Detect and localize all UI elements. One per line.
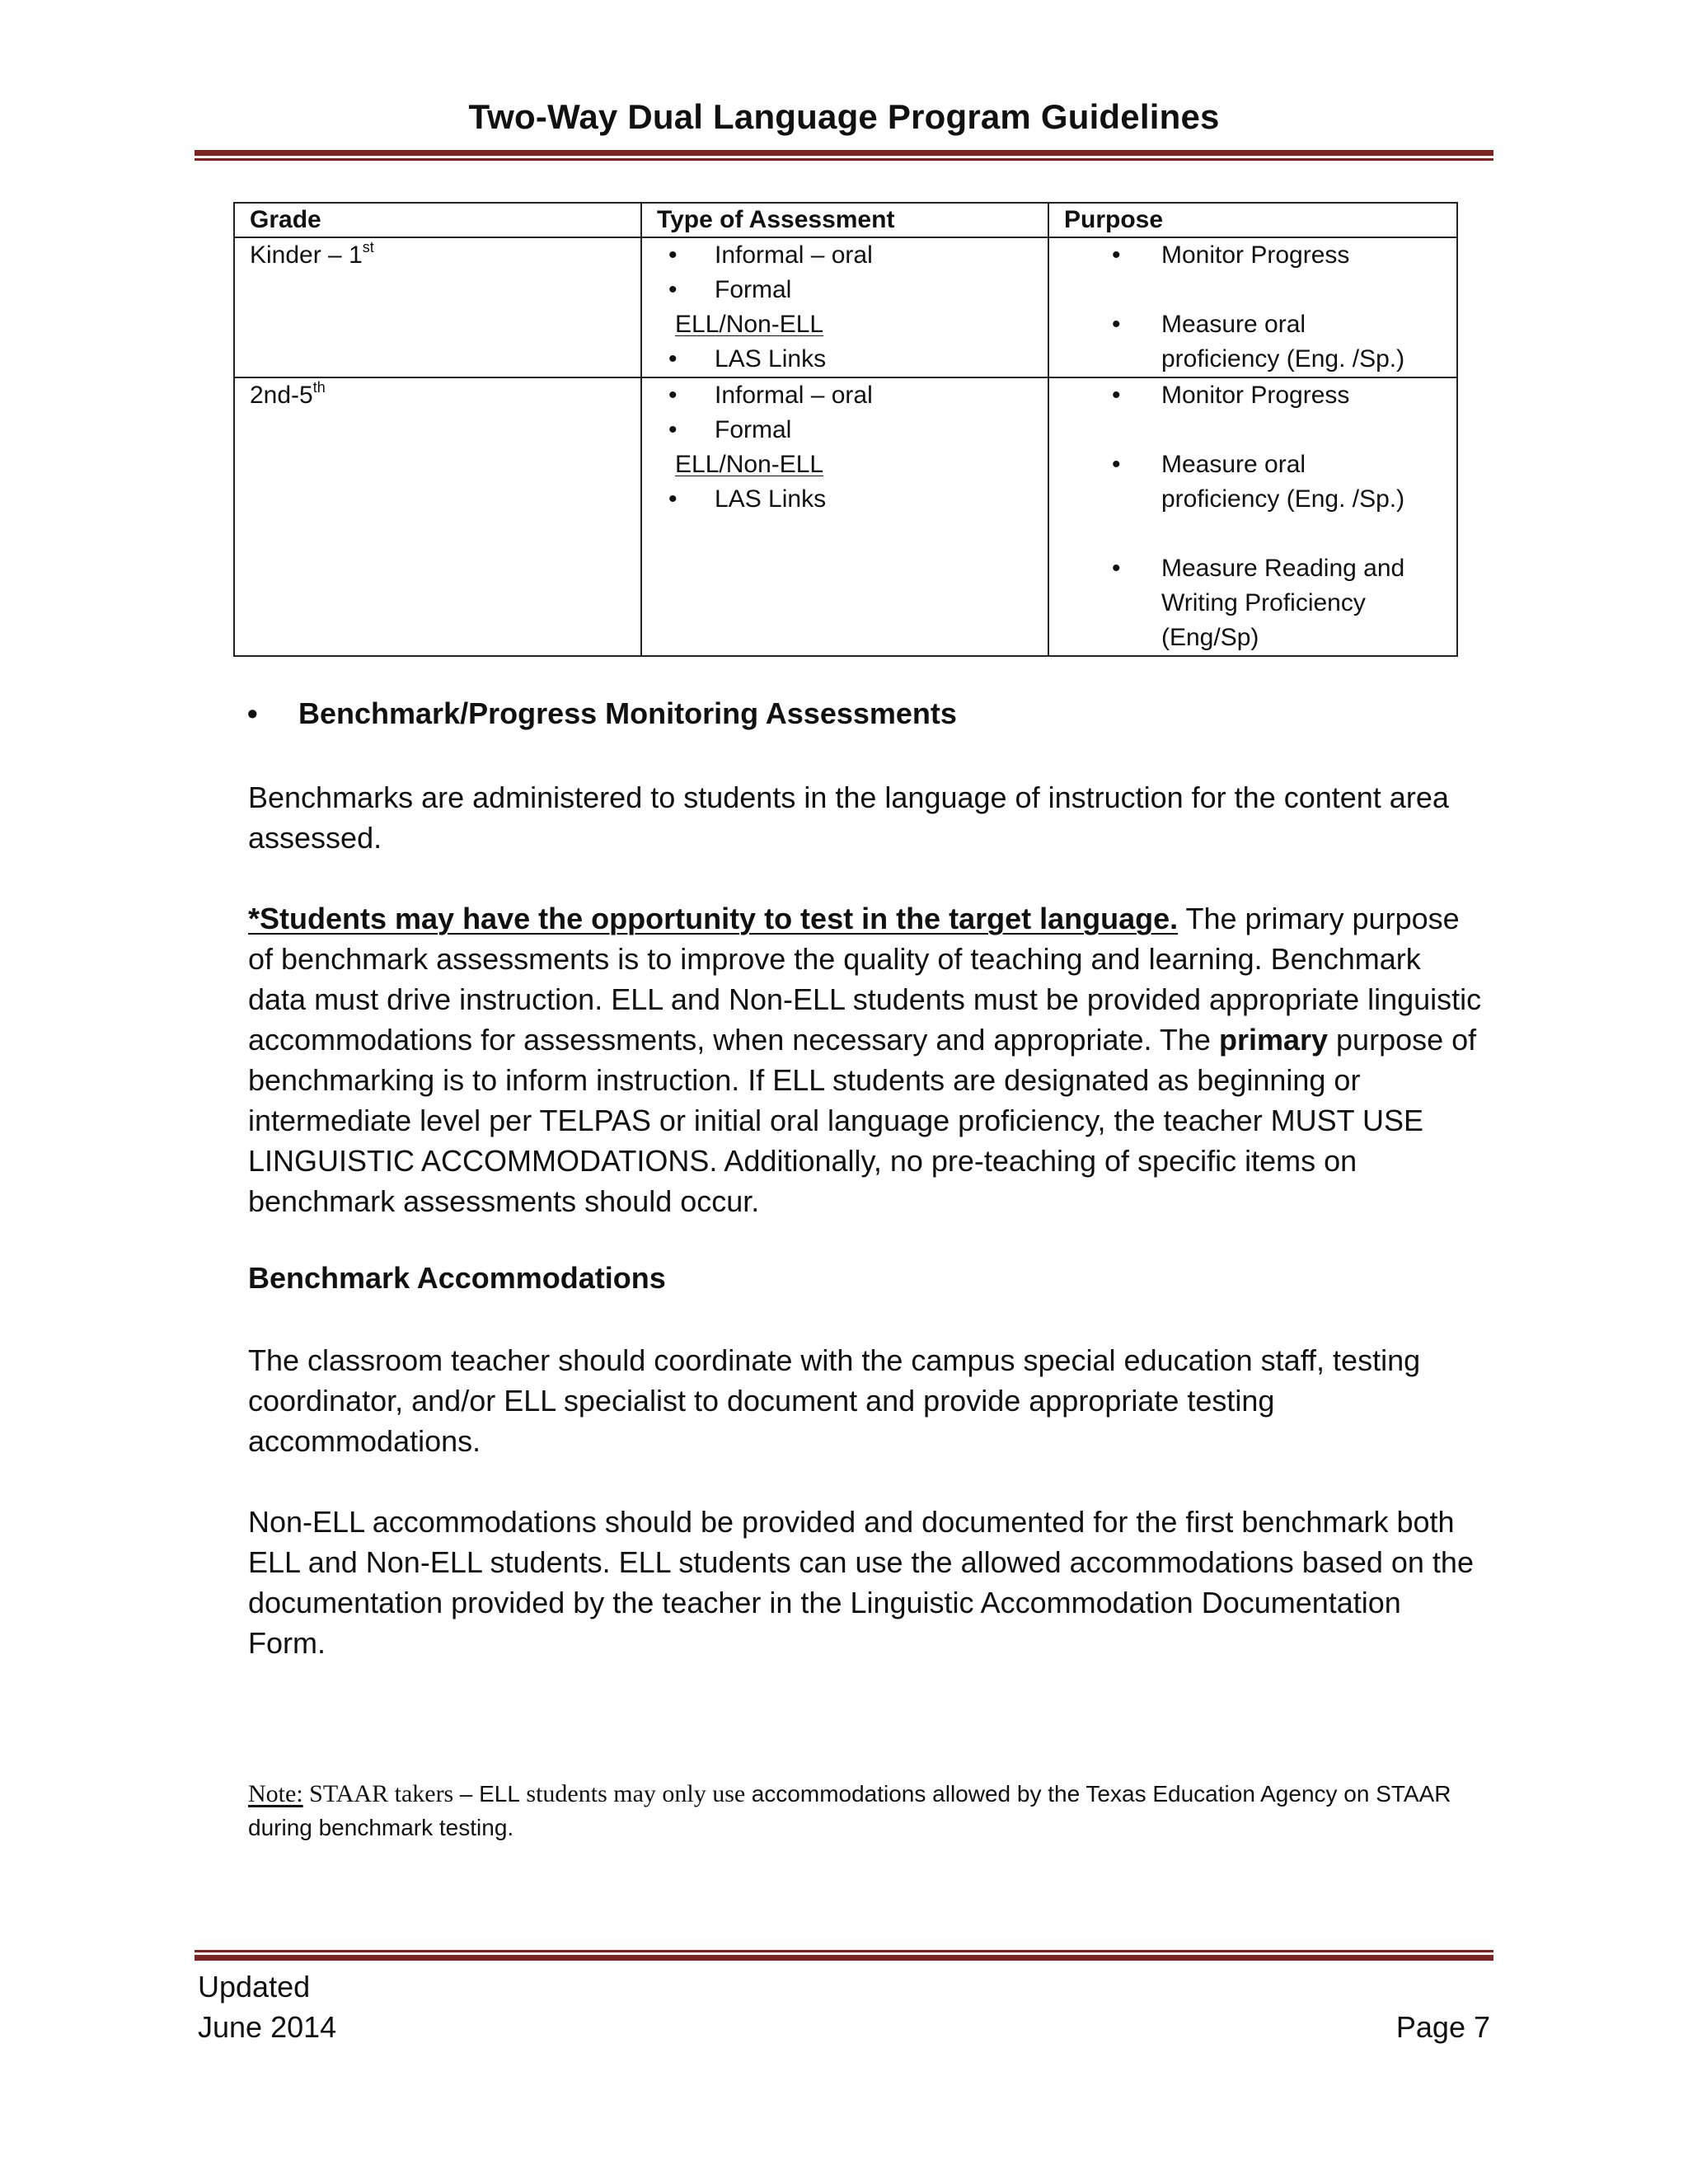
purpose-cell xyxy=(1048,237,1457,377)
coordination-paragraph: The classroom teacher should coordinate with the campus special education staff, testing coordinator, and/or ELL specialist to document and provide appropriate testing accommodations. xyxy=(248,1343,1421,1458)
purpose-item: • Measure oral xyxy=(1161,448,1456,482)
bullet-heading-text: Benchmark/Progress Monitoring Assessments xyxy=(298,696,957,730)
purpose-item: • Measure Reading and xyxy=(1161,551,1456,586)
updated-date: June 2014 xyxy=(198,2010,337,2044)
page-number: Page 7 xyxy=(1395,2010,1490,2044)
purpose-cell xyxy=(1048,377,1457,656)
note-rest: accommodations allowed by the Texas Education Agency on STAAR during benchmark testing. xyxy=(248,1781,1451,1840)
purpose-item: • Measure oral xyxy=(1161,307,1456,342)
note-dash-part: – ELL xyxy=(459,1781,520,1807)
grade-text: Kinder – 1 xyxy=(250,241,363,269)
footer-rule xyxy=(195,1950,1493,1961)
col-header-type: Type of Assessment xyxy=(641,203,1048,237)
type-label: ELL/Non-ELL xyxy=(675,451,824,478)
grade-text: 2nd-5 xyxy=(250,382,313,409)
type-item: • LAS Links xyxy=(715,482,1048,517)
purpose-text-b: purpose of benchmarking is to inform instruction. If ELL students are designated as beginning or intermediate level per TELPAS or initial oral language proficiency, the teacher MUST USE LINGUISTIC ACCOMMODATIONS. Additionally, no pre-teaching of specific items on benchmark assessments should occur. xyxy=(248,1023,1477,1218)
col-header-grade: Grade xyxy=(234,203,641,237)
type-item: • Informal – oral xyxy=(715,378,1048,413)
type-cell xyxy=(641,377,1048,656)
non-ell-paragraph: Non-ELL accommodations should be provided and documented for the first benchmark both ELL and Non-ELL students. ELL students can use the allowed accommodations based on the documentation provided by the teacher in the Linguistic Accommodation Documentation Form. xyxy=(248,1505,1474,1660)
grade-cell xyxy=(234,377,641,656)
target-language-note: *Students may have the opportunity to test in the target language. xyxy=(248,902,1179,935)
assessment-table xyxy=(233,202,1458,657)
staar-note xyxy=(248,1777,1501,1844)
purpose-item-cont: proficiency (Eng. /Sp.) xyxy=(1161,485,1405,513)
table-header-row xyxy=(234,203,1457,237)
type-label: ELL/Non-ELL xyxy=(675,311,824,338)
primary-emphasis: primary xyxy=(1218,1023,1329,1057)
intro-paragraph: Benchmarks are administered to students in the language of instruction for the content area assessed. xyxy=(248,780,1449,855)
purpose-item-cont: (Eng/Sp) xyxy=(1161,624,1259,651)
type-item: • LAS Links xyxy=(715,342,1048,377)
bullet-icon: • xyxy=(247,696,258,730)
header-rule xyxy=(195,150,1493,161)
type-item: • Informal – oral xyxy=(715,238,1048,273)
purpose-item: • Monitor Progress xyxy=(1161,238,1456,273)
purpose-paragraph xyxy=(248,898,1484,1221)
note-serif-part: STAAR takers xyxy=(302,1780,460,1807)
updated-label: Updated xyxy=(198,1970,311,2004)
grade-sup: st xyxy=(362,239,374,255)
table-row xyxy=(234,237,1457,377)
purpose-item-cont: Writing Proficiency xyxy=(1161,589,1366,616)
type-item: • Formal xyxy=(715,413,1048,448)
accommodations-heading: Benchmark Accommodations xyxy=(248,1261,666,1295)
col-header-purpose: Purpose xyxy=(1048,203,1457,237)
page-title: Two-Way Dual Language Program Guidelines xyxy=(468,97,1220,136)
grade-cell xyxy=(234,237,641,377)
table-row xyxy=(234,377,1457,656)
footer-updated xyxy=(198,1966,336,2047)
purpose-item-cont: proficiency (Eng. /Sp.) xyxy=(1161,345,1405,373)
type-cell xyxy=(641,237,1048,377)
type-item: • Formal xyxy=(715,273,1048,307)
note-serif-part-2: students may only use xyxy=(519,1780,752,1807)
note-label: Note: xyxy=(248,1780,303,1807)
purpose-item: • Monitor Progress xyxy=(1161,378,1456,413)
grade-sup: th xyxy=(312,379,326,396)
purpose-text-a: The primary purpose of benchmark assessments is to improve the quality of teaching and learning. Benchmark data must drive instruction. ELL and Non-ELL students must be provided appropriate linguistic accommodations for assessments, when necessary and appropriate. The xyxy=(248,902,1482,1057)
